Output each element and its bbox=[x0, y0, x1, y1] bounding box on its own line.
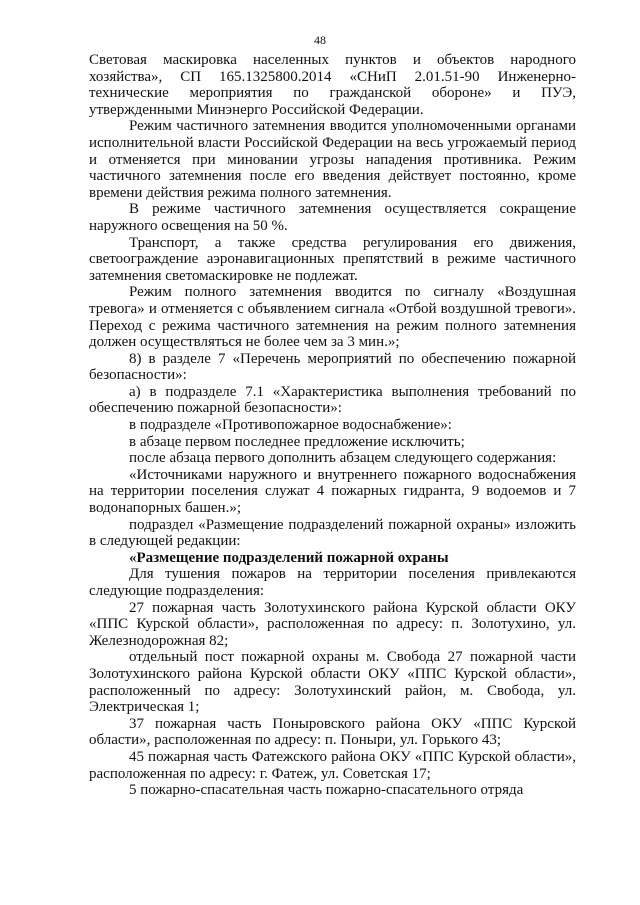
section-heading: «Размещение подразделений пожарной охраны bbox=[129, 549, 449, 566]
paragraph: в абзаце первом последнее предложение исключить; bbox=[129, 433, 465, 450]
document-body bbox=[89, 52, 576, 799]
paragraph: отдельный пост пожарной охраны м. Свобода 27 пожарной части Золотухинского района Курской области ОКУ «ППС Курской области», расположенный по адресу: Золотухинский район, м. Свобода, ул. Электрическая 1; bbox=[89, 649, 576, 716]
paragraph: а) в подразделе 7.1 «Характеристика выполнения требований по обеспечению пожарной безопасности»: bbox=[89, 383, 576, 417]
paragraph: Режим полного затемнения вводится по сигналу «Воздушная тревога» и отменяется с объявлением сигнала «Отбой воздушной тревоги». Переход с режима частичного затемнения на режим полного затемнения должен осуществляться не более чем за 3 мин.»; bbox=[89, 284, 576, 351]
paragraph: подраздел «Размещение подразделений пожарной охраны» изложить в следующей редакции: bbox=[89, 516, 576, 550]
paragraph: 37 пожарная часть Поныровского района ОКУ «ППС Курской области», расположенная по адресу: п. Поныри, ул. Горького 43; bbox=[89, 715, 576, 749]
paragraph: 8) в разделе 7 «Перечень мероприятий по обеспечению пожарной безопасности»: bbox=[89, 350, 576, 384]
paragraph: Для тушения пожаров на территории поселения привлекаются следующие подразделения: bbox=[89, 566, 576, 599]
paragraph: 45 пожарная часть Фатежского района ОКУ «ППС Курской области», расположенная по адресу: г. Фатеж, ул. Советская 17; bbox=[89, 748, 576, 782]
paragraph-continuation: Световая маскировка населенных пунктов и объектов народного хозяйства», СП 165.1325800.2014 «СНиП 2.01.51-90 Инженерно-технические мероприятия по гражданской обороне» и ПУЭ, утвержденными Минэнерго Российской Федерации. bbox=[89, 52, 576, 118]
paragraph: 27 пожарная часть Золотухинского района Курской области ОКУ «ППС Курской области», расположенная по адресу: п. Золотухино, ул. Железнодорожная 82; bbox=[89, 599, 576, 649]
paragraph: Режим частичного затемнения вводится уполномоченными органами исполнительной власти Российской Федерации на весь угрожаемый период и отменяется при миновании угрозы нападения противника. Режим частичного затемнения после его введения действует постоянно, кроме времени действия режима полного затемнения. bbox=[89, 118, 576, 201]
page-number: 48 bbox=[314, 33, 326, 47]
paragraph: Транспорт, а также средства регулирования его движения, светоограждение аэронавигационных препятствий в режиме частичного затемнения светомаскировке не подлежат. bbox=[89, 234, 576, 284]
paragraph: 5 пожарно-спасательная часть пожарно-спасательного отряда bbox=[129, 782, 524, 799]
paragraph: в подразделе «Противопожарное водоснабжение»: bbox=[129, 417, 452, 434]
paragraph: В режиме частичного затемнения осуществляется сокращение наружного освещения на 50 %. bbox=[89, 201, 576, 234]
paragraph: после абзаца первого дополнить абзацем следующего содержания: bbox=[129, 450, 557, 467]
paragraph: «Источниками наружного и внутреннего пожарного водоснабжения на территории поселения служат 4 пожарных гидранта, 9 водоемов и 7 водонапорных башен.»; bbox=[89, 466, 576, 517]
